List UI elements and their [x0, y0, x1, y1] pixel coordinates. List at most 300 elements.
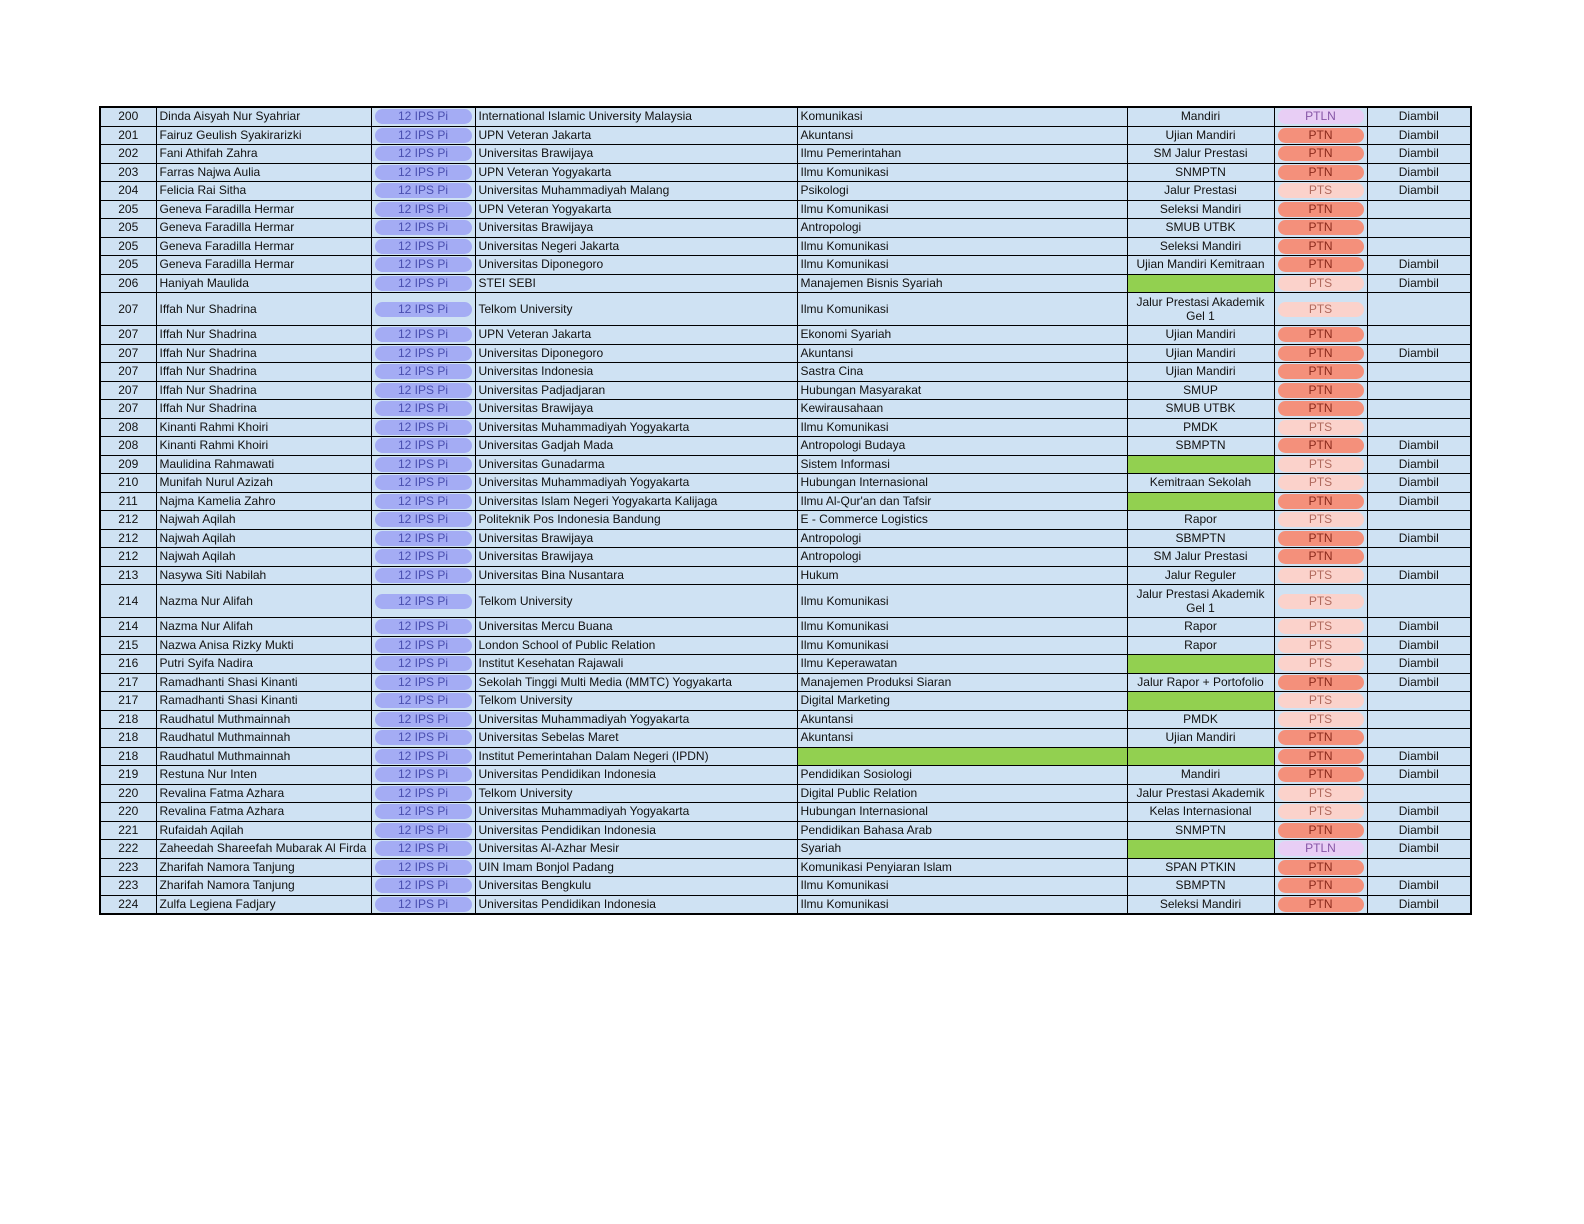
row-number-cell: 201 — [100, 126, 156, 145]
university-cell: Universitas Diponegoro — [475, 256, 797, 275]
study-program-cell: Ilmu Komunikasi — [797, 256, 1127, 275]
student-name-cell: Felicia Rai Sitha — [156, 182, 371, 201]
institution-type-cell — [1274, 585, 1367, 618]
institution-type-badge: PTN — [1278, 549, 1364, 564]
table-row — [100, 710, 1471, 729]
table-row — [100, 821, 1471, 840]
row-number-cell: 205 — [100, 237, 156, 256]
study-program-cell: Hubungan Internasional — [797, 474, 1127, 493]
institution-type-cell — [1274, 803, 1367, 822]
institution-type-cell — [1274, 636, 1367, 655]
university-cell: International Islamic University Malaysia — [475, 107, 797, 126]
status-cell: Diambil — [1367, 655, 1471, 674]
institution-type-cell — [1274, 566, 1367, 585]
class-badge: 12 IPS Pi — [375, 220, 472, 235]
status-cell: Diambil — [1367, 256, 1471, 275]
admission-path-cell: SM Jalur Prestasi — [1127, 145, 1274, 164]
class-badge: 12 IPS Pi — [375, 531, 472, 546]
institution-type-badge: PTN — [1278, 165, 1364, 180]
row-number-cell: 221 — [100, 821, 156, 840]
institution-type-cell — [1274, 729, 1367, 748]
institution-type-cell — [1274, 274, 1367, 293]
row-number-cell: 206 — [100, 274, 156, 293]
university-cell: Universitas Brawijaya — [475, 529, 797, 548]
student-name-cell: Dinda Aisyah Nur Syahriar — [156, 107, 371, 126]
institution-type-cell — [1274, 237, 1367, 256]
institution-type-cell — [1274, 618, 1367, 637]
student-name-cell: Maulidina Rahmawati — [156, 455, 371, 474]
institution-type-cell — [1274, 511, 1367, 530]
student-name-cell: Kinanti Rahmi Khoiri — [156, 418, 371, 437]
admission-path-cell: Jalur Prestasi — [1127, 182, 1274, 201]
class-badge: 12 IPS Pi — [375, 767, 472, 782]
table-row — [100, 237, 1471, 256]
institution-type-cell — [1274, 145, 1367, 164]
status-cell: Diambil — [1367, 182, 1471, 201]
class-cell — [371, 895, 475, 914]
study-program-cell: Hubungan Internasional — [797, 803, 1127, 822]
status-cell — [1367, 548, 1471, 567]
admission-path-cell: Seleksi Mandiri — [1127, 200, 1274, 219]
university-cell: Universitas Diponegoro — [475, 344, 797, 363]
row-number-cell: 210 — [100, 474, 156, 493]
student-name-cell: Kinanti Rahmi Khoiri — [156, 437, 371, 456]
student-name-cell: Iffah Nur Shadrina — [156, 344, 371, 363]
status-cell: Diambil — [1367, 803, 1471, 822]
institution-type-badge: PTS — [1278, 302, 1364, 317]
institution-type-badge: PTN — [1278, 823, 1364, 838]
class-cell — [371, 326, 475, 345]
status-cell: Diambil — [1367, 747, 1471, 766]
row-number-cell: 207 — [100, 326, 156, 345]
admission-path-cell: Mandiri — [1127, 766, 1274, 785]
student-name-cell: Munifah Nurul Azizah — [156, 474, 371, 493]
class-badge: 12 IPS Pi — [375, 897, 472, 912]
admission-path-cell — [1127, 492, 1274, 511]
class-badge: 12 IPS Pi — [375, 202, 472, 217]
admission-path-cell — [1127, 455, 1274, 474]
status-cell: Diambil — [1367, 107, 1471, 126]
institution-type-badge: PTS — [1278, 656, 1364, 671]
row-number-cell: 203 — [100, 163, 156, 182]
class-badge: 12 IPS Pi — [375, 512, 472, 527]
study-program-cell: Ilmu Komunikasi — [797, 585, 1127, 618]
university-cell: Universitas Brawijaya — [475, 400, 797, 419]
institution-type-cell — [1274, 474, 1367, 493]
data-table — [99, 106, 1472, 915]
class-badge: 12 IPS Pi — [375, 675, 472, 690]
table-row — [100, 363, 1471, 382]
university-cell: Universitas Muhammadiyah Yogyakarta — [475, 710, 797, 729]
institution-type-badge: PTS — [1278, 619, 1364, 634]
institution-type-badge: PTS — [1278, 512, 1364, 527]
class-badge: 12 IPS Pi — [375, 146, 472, 161]
table-row — [100, 455, 1471, 474]
student-name-cell: Geneva Faradilla Hermar — [156, 237, 371, 256]
row-number-cell: 207 — [100, 344, 156, 363]
class-badge: 12 IPS Pi — [375, 420, 472, 435]
row-number-cell: 207 — [100, 400, 156, 419]
status-cell: Diambil — [1367, 566, 1471, 585]
status-cell — [1367, 585, 1471, 618]
student-name-cell: Najwah Aqilah — [156, 511, 371, 530]
institution-type-cell — [1274, 548, 1367, 567]
table-row — [100, 163, 1471, 182]
class-badge: 12 IPS Pi — [375, 364, 472, 379]
study-program-cell: Komunikasi — [797, 107, 1127, 126]
university-cell: Universitas Al-Azhar Mesir — [475, 840, 797, 859]
university-cell: STEI SEBI — [475, 274, 797, 293]
class-badge: 12 IPS Pi — [375, 276, 472, 291]
student-name-cell: Putri Syifa Nadira — [156, 655, 371, 674]
university-cell: Universitas Sebelas Maret — [475, 729, 797, 748]
institution-type-cell — [1274, 895, 1367, 914]
table-row — [100, 877, 1471, 896]
university-cell: Universitas Gunadarma — [475, 455, 797, 474]
table-row — [100, 840, 1471, 859]
class-badge: 12 IPS Pi — [375, 712, 472, 727]
class-badge: 12 IPS Pi — [375, 183, 472, 198]
institution-type-cell — [1274, 821, 1367, 840]
student-name-cell: Geneva Faradilla Hermar — [156, 219, 371, 238]
row-number-cell: 218 — [100, 729, 156, 748]
class-cell — [371, 511, 475, 530]
university-cell: UPN Veteran Yogyakarta — [475, 163, 797, 182]
institution-type-cell — [1274, 344, 1367, 363]
student-name-cell: Fani Athifah Zahra — [156, 145, 371, 164]
admission-path-cell: Rapor — [1127, 511, 1274, 530]
institution-type-cell — [1274, 840, 1367, 859]
row-number-cell: 218 — [100, 747, 156, 766]
status-cell: Diambil — [1367, 529, 1471, 548]
class-badge: 12 IPS Pi — [375, 257, 472, 272]
institution-type-cell — [1274, 455, 1367, 474]
row-number-cell: 220 — [100, 803, 156, 822]
row-number-cell: 212 — [100, 548, 156, 567]
table-row — [100, 418, 1471, 437]
class-cell — [371, 455, 475, 474]
admission-path-cell — [1127, 692, 1274, 711]
study-program-cell: Ilmu Komunikasi — [797, 163, 1127, 182]
row-number-cell: 211 — [100, 492, 156, 511]
study-program-cell: Syariah — [797, 840, 1127, 859]
university-cell: Sekolah Tinggi Multi Media (MMTC) Yogyakarta — [475, 673, 797, 692]
status-cell: Diambil — [1367, 163, 1471, 182]
study-program-cell: Ilmu Komunikasi — [797, 200, 1127, 219]
institution-type-badge: PTN — [1278, 346, 1364, 361]
student-name-cell: Geneva Faradilla Hermar — [156, 200, 371, 219]
study-program-cell: Komunikasi Penyiaran Islam — [797, 858, 1127, 877]
table-row — [100, 219, 1471, 238]
study-program-cell: Psikologi — [797, 182, 1127, 201]
student-name-cell: Geneva Faradilla Hermar — [156, 256, 371, 275]
university-cell: Universitas Negeri Jakarta — [475, 237, 797, 256]
university-cell: Telkom University — [475, 784, 797, 803]
study-program-cell: E - Commerce Logistics — [797, 511, 1127, 530]
study-program-cell: Antropologi Budaya — [797, 437, 1127, 456]
admission-path-cell: Rapor — [1127, 618, 1274, 637]
institution-type-cell — [1274, 182, 1367, 201]
status-cell: Diambil — [1367, 821, 1471, 840]
institution-type-cell — [1274, 492, 1367, 511]
class-cell — [371, 803, 475, 822]
admission-path-cell: Ujian Mandiri — [1127, 363, 1274, 382]
class-cell — [371, 437, 475, 456]
class-cell — [371, 858, 475, 877]
class-badge: 12 IPS Pi — [375, 693, 472, 708]
student-name-cell: Haniyah Maulida — [156, 274, 371, 293]
study-program-cell: Akuntansi — [797, 126, 1127, 145]
student-name-cell: Zharifah Namora Tanjung — [156, 858, 371, 877]
institution-type-badge: PTN — [1278, 364, 1364, 379]
class-cell — [371, 821, 475, 840]
class-badge: 12 IPS Pi — [375, 327, 472, 342]
university-cell: Universitas Bina Nusantara — [475, 566, 797, 585]
status-cell — [1367, 729, 1471, 748]
student-name-cell: Nazwa Anisa Rizky Mukti — [156, 636, 371, 655]
table-row — [100, 618, 1471, 637]
admission-path-cell: Ujian Mandiri — [1127, 344, 1274, 363]
institution-type-cell — [1274, 363, 1367, 382]
class-badge: 12 IPS Pi — [375, 619, 472, 634]
class-badge: 12 IPS Pi — [375, 860, 472, 875]
admission-path-cell: SMUP — [1127, 381, 1274, 400]
table-row — [100, 293, 1471, 326]
study-program-cell: Ilmu Komunikasi — [797, 895, 1127, 914]
admission-path-cell: SNMPTN — [1127, 821, 1274, 840]
status-cell: Diambil — [1367, 895, 1471, 914]
row-number-cell: 220 — [100, 784, 156, 803]
status-cell — [1367, 858, 1471, 877]
table-row — [100, 585, 1471, 618]
university-cell: Universitas Pendidikan Indonesia — [475, 895, 797, 914]
institution-type-cell — [1274, 126, 1367, 145]
university-cell: Universitas Muhammadiyah Malang — [475, 182, 797, 201]
class-badge: 12 IPS Pi — [375, 823, 472, 838]
university-cell: Universitas Brawijaya — [475, 145, 797, 164]
class-cell — [371, 692, 475, 711]
admission-path-cell: Seleksi Mandiri — [1127, 237, 1274, 256]
study-program-cell: Sistem Informasi — [797, 455, 1127, 474]
institution-type-badge: PTS — [1278, 183, 1364, 198]
status-cell — [1367, 784, 1471, 803]
status-cell — [1367, 219, 1471, 238]
row-number-cell: 213 — [100, 566, 156, 585]
class-cell — [371, 293, 475, 326]
student-name-cell: Nasywa Siti Nabilah — [156, 566, 371, 585]
institution-type-cell — [1274, 655, 1367, 674]
study-program-cell: Antropologi — [797, 548, 1127, 567]
study-program-cell: Manajemen Bisnis Syariah — [797, 274, 1127, 293]
admission-path-cell — [1127, 840, 1274, 859]
study-program-cell: Ilmu Komunikasi — [797, 418, 1127, 437]
student-name-cell: Najwah Aqilah — [156, 529, 371, 548]
institution-type-cell — [1274, 692, 1367, 711]
admission-path-cell: SBMPTN — [1127, 877, 1274, 896]
study-program-cell: Digital Marketing — [797, 692, 1127, 711]
study-program-cell: Sastra Cina — [797, 363, 1127, 382]
status-cell: Diambil — [1367, 126, 1471, 145]
institution-type-badge: PTN — [1278, 767, 1364, 782]
admission-path-cell: SBMPTN — [1127, 437, 1274, 456]
institution-type-cell — [1274, 858, 1367, 877]
class-badge: 12 IPS Pi — [375, 638, 472, 653]
university-cell: Universitas Brawijaya — [475, 219, 797, 238]
row-number-cell: 205 — [100, 219, 156, 238]
status-cell: Diambil — [1367, 636, 1471, 655]
institution-type-badge: PTS — [1278, 693, 1364, 708]
university-cell: Universitas Muhammadiyah Yogyakarta — [475, 803, 797, 822]
status-cell: Diambil — [1367, 437, 1471, 456]
student-name-cell: Zaheedah Shareefah Mubarak Al Firda — [156, 840, 371, 859]
institution-type-badge: PTN — [1278, 494, 1364, 509]
class-cell — [371, 585, 475, 618]
study-program-cell: Ekonomi Syariah — [797, 326, 1127, 345]
admission-path-cell: SBMPTN — [1127, 529, 1274, 548]
institution-type-cell — [1274, 877, 1367, 896]
institution-type-cell — [1274, 710, 1367, 729]
student-name-cell: Fairuz Geulish Syakirarizki — [156, 126, 371, 145]
status-cell: Diambil — [1367, 274, 1471, 293]
study-program-cell: Ilmu Komunikasi — [797, 237, 1127, 256]
row-number-cell: 200 — [100, 107, 156, 126]
student-name-cell: Raudhatul Muthmainnah — [156, 710, 371, 729]
admission-path-cell: Ujian Mandiri Kemitraan — [1127, 256, 1274, 275]
institution-type-cell — [1274, 437, 1367, 456]
admission-path-cell: Ujian Mandiri — [1127, 729, 1274, 748]
institution-type-cell — [1274, 293, 1367, 326]
table-row — [100, 655, 1471, 674]
institution-type-badge: PTS — [1278, 568, 1364, 583]
class-badge: 12 IPS Pi — [375, 165, 472, 180]
university-cell: UPN Veteran Jakarta — [475, 126, 797, 145]
admission-path-cell: Kelas Internasional — [1127, 803, 1274, 822]
class-cell — [371, 344, 475, 363]
table-body — [100, 107, 1471, 914]
admission-path-cell — [1127, 747, 1274, 766]
institution-type-badge: PTN — [1278, 220, 1364, 235]
study-program-cell: Akuntansi — [797, 710, 1127, 729]
table-row — [100, 636, 1471, 655]
institution-type-cell — [1274, 784, 1367, 803]
study-program-cell: Ilmu Komunikasi — [797, 877, 1127, 896]
admission-path-cell: Jalur Prestasi Akademik Gel 1 — [1127, 585, 1274, 618]
status-cell: Diambil — [1367, 145, 1471, 164]
institution-type-cell — [1274, 418, 1367, 437]
table-row — [100, 126, 1471, 145]
status-cell: Diambil — [1367, 344, 1471, 363]
university-cell: Universitas Bengkulu — [475, 877, 797, 896]
student-name-cell: Revalina Fatma Azhara — [156, 784, 371, 803]
row-number-cell: 209 — [100, 455, 156, 474]
status-cell: Diambil — [1367, 673, 1471, 692]
institution-type-badge: PTN — [1278, 146, 1364, 161]
class-cell — [371, 548, 475, 567]
university-cell: Institut Kesehatan Rajawali — [475, 655, 797, 674]
class-cell — [371, 784, 475, 803]
institution-type-cell — [1274, 200, 1367, 219]
institution-type-cell — [1274, 400, 1367, 419]
row-number-cell: 217 — [100, 673, 156, 692]
institution-type-badge: PTN — [1278, 257, 1364, 272]
admission-path-cell — [1127, 655, 1274, 674]
study-program-cell: Digital Public Relation — [797, 784, 1127, 803]
class-badge: 12 IPS Pi — [375, 804, 472, 819]
class-cell — [371, 710, 475, 729]
class-badge: 12 IPS Pi — [375, 841, 472, 856]
student-name-cell: Najwah Aqilah — [156, 548, 371, 567]
status-cell — [1367, 692, 1471, 711]
table-row — [100, 381, 1471, 400]
table-row — [100, 326, 1471, 345]
table-row — [100, 566, 1471, 585]
class-cell — [371, 747, 475, 766]
class-cell — [371, 492, 475, 511]
class-badge: 12 IPS Pi — [375, 346, 472, 361]
class-cell — [371, 126, 475, 145]
status-cell: Diambil — [1367, 618, 1471, 637]
class-cell — [371, 163, 475, 182]
class-badge: 12 IPS Pi — [375, 475, 472, 490]
table-row — [100, 803, 1471, 822]
class-cell — [371, 107, 475, 126]
study-program-cell: Ilmu Komunikasi — [797, 293, 1127, 326]
row-number-cell: 222 — [100, 840, 156, 859]
class-badge: 12 IPS Pi — [375, 239, 472, 254]
class-badge: 12 IPS Pi — [375, 549, 472, 564]
row-number-cell: 207 — [100, 363, 156, 382]
institution-type-badge: PTS — [1278, 638, 1364, 653]
table-row — [100, 673, 1471, 692]
class-cell — [371, 636, 475, 655]
student-name-cell: Iffah Nur Shadrina — [156, 363, 371, 382]
class-badge: 12 IPS Pi — [375, 383, 472, 398]
institution-type-cell — [1274, 107, 1367, 126]
institution-type-cell — [1274, 381, 1367, 400]
study-program-cell: Ilmu Keperawatan — [797, 655, 1127, 674]
class-badge: 12 IPS Pi — [375, 401, 472, 416]
institution-type-badge: PTN — [1278, 675, 1364, 690]
table-row — [100, 511, 1471, 530]
institution-type-badge: PTS — [1278, 276, 1364, 291]
admission-path-cell: SMUB UTBK — [1127, 400, 1274, 419]
row-number-cell: 207 — [100, 381, 156, 400]
institution-type-badge: PTN — [1278, 438, 1364, 453]
row-number-cell: 223 — [100, 858, 156, 877]
row-number-cell: 202 — [100, 145, 156, 164]
study-program-cell: Ilmu Al-Qur'an dan Tafsir — [797, 492, 1127, 511]
student-name-cell: Zharifah Namora Tanjung — [156, 877, 371, 896]
institution-type-cell — [1274, 747, 1367, 766]
institution-type-badge: PTN — [1278, 202, 1364, 217]
table-row — [100, 200, 1471, 219]
class-cell — [371, 363, 475, 382]
table-row — [100, 145, 1471, 164]
study-program-cell: Antropologi — [797, 529, 1127, 548]
row-number-cell: 208 — [100, 437, 156, 456]
study-program-cell: Hukum — [797, 566, 1127, 585]
institution-type-badge: PTLN — [1278, 841, 1364, 856]
class-cell — [371, 237, 475, 256]
status-cell: Diambil — [1367, 455, 1471, 474]
study-program-cell: Akuntansi — [797, 729, 1127, 748]
study-program-cell: Hubungan Masyarakat — [797, 381, 1127, 400]
institution-type-badge: PTS — [1278, 475, 1364, 490]
student-name-cell: Ramadhanti Shasi Kinanti — [156, 673, 371, 692]
table-row — [100, 274, 1471, 293]
class-badge: 12 IPS Pi — [375, 730, 472, 745]
status-cell: Diambil — [1367, 766, 1471, 785]
